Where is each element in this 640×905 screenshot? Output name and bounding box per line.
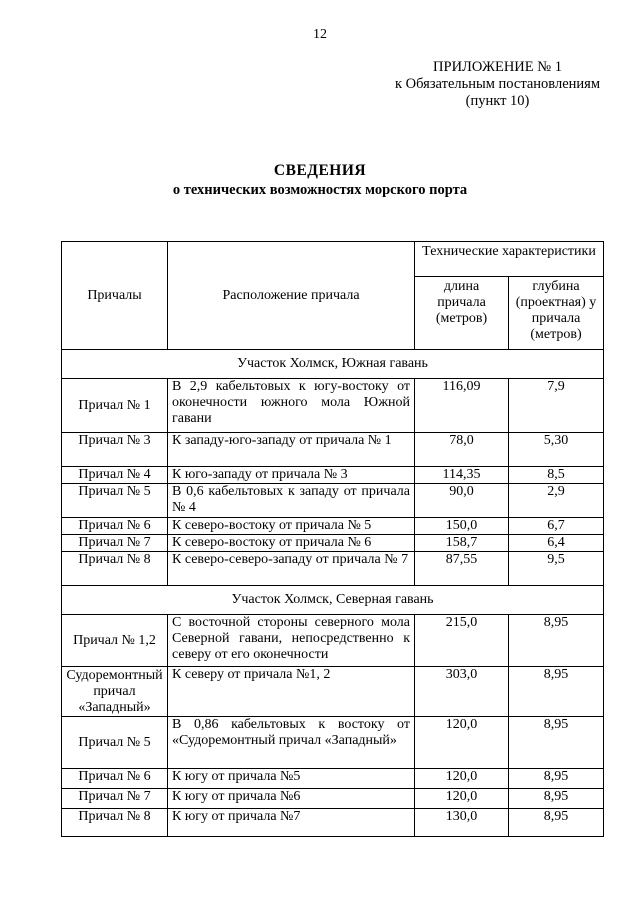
table-row (62, 789, 604, 809)
berth-location: К юго-западу от причала № 3 (168, 467, 415, 484)
document-heading (0, 162, 640, 199)
berth-length: 114,35 (415, 467, 509, 484)
berth-length: 120,0 (415, 789, 509, 809)
berth-depth: 8,95 (509, 789, 604, 809)
table-row (62, 769, 604, 789)
berth-depth: 6,4 (509, 535, 604, 552)
berth-location: К северо-северо-западу от причала № 7 (168, 552, 415, 586)
table-row (62, 615, 604, 667)
berths-table-body (62, 242, 604, 837)
appendix-clause: (пункт 10) (465, 93, 530, 109)
berths-table (61, 241, 604, 837)
berth-length: 90,0 (415, 484, 509, 518)
table-row (62, 552, 604, 586)
table-row (62, 809, 604, 837)
berth-length: 116,09 (415, 379, 509, 433)
berth-location: К югу от причала №6 (168, 789, 415, 809)
section-title: Участок Холмск, Южная гавань (62, 350, 604, 379)
berth-depth: 2,9 (509, 484, 604, 518)
berth-length: 130,0 (415, 809, 509, 837)
table-row (62, 518, 604, 535)
berth-depth: 7,9 (509, 379, 604, 433)
berth-name: Причал № 7 (62, 789, 168, 809)
table-row (62, 467, 604, 484)
berth-location: С восточной стороны северного мола Северной гавани, непосредственно к северу от его оконечности (168, 615, 415, 667)
berth-location: К югу от причала №7 (168, 809, 415, 837)
berth-name: Причал № 5 (62, 717, 168, 769)
berth-length: 78,0 (415, 433, 509, 467)
berth-length: 150,0 (415, 518, 509, 535)
berth-name: Причал № 4 (62, 467, 168, 484)
berth-name: Причал № 3 (62, 433, 168, 467)
header-location: Расположение причала (168, 242, 415, 350)
section-row (62, 350, 604, 379)
berth-location: К северо-востоку от причала № 5 (168, 518, 415, 535)
berth-depth: 8,5 (509, 467, 604, 484)
table-row (62, 433, 604, 467)
header-technical: Технические характеристики (415, 242, 604, 277)
berth-name: Причал № 6 (62, 518, 168, 535)
appendix-reference: к Обязательным постановлениям (395, 76, 600, 92)
header-length: длина причала (метров) (415, 277, 509, 350)
page-number: 12 (313, 27, 327, 42)
berth-name: Причал № 8 (62, 809, 168, 837)
table-row (62, 484, 604, 518)
berth-depth: 8,95 (509, 809, 604, 837)
berth-name: Причал № 7 (62, 535, 168, 552)
berth-location: К югу от причала №5 (168, 769, 415, 789)
berth-length: 120,0 (415, 717, 509, 769)
header-depth: глубина (проектная) у причала (метров) (509, 277, 604, 350)
berth-name: Причал № 5 (62, 484, 168, 518)
berth-depth: 9,5 (509, 552, 604, 586)
berth-name: Причал № 1 (62, 379, 168, 433)
appendix-title: ПРИЛОЖЕНИЕ № 1 (433, 59, 562, 75)
berth-location: В 2,9 кабельтовых к югу-востоку от оконечности южного мола Южной гавани (168, 379, 415, 433)
berth-location: К северо-востоку от причала № 6 (168, 535, 415, 552)
table-row (62, 535, 604, 552)
berth-location: К северу от причала №1, 2 (168, 667, 415, 717)
header-berths: Причалы (62, 242, 168, 350)
berth-depth: 8,95 (509, 667, 604, 717)
berth-depth: 8,95 (509, 769, 604, 789)
section-title: Участок Холмск, Северная гавань (62, 586, 604, 615)
document-title: СВЕДЕНИЯ (273, 162, 367, 179)
berth-name: Судоремонтный причал «Западный» (62, 667, 168, 717)
berth-name: Причал № 6 (62, 769, 168, 789)
berth-depth: 8,95 (509, 615, 604, 667)
berth-length: 158,7 (415, 535, 509, 552)
berth-length: 215,0 (415, 615, 509, 667)
document-subtitle: о технических возможностях морского порта (172, 182, 468, 198)
berth-location: В 0,6 кабельтовых к западу от причала № 4 (168, 484, 415, 518)
section-row (62, 586, 604, 615)
table-row (62, 717, 604, 769)
berth-location: К западу-юго-западу от причала № 1 (168, 433, 415, 467)
berth-depth: 8,95 (509, 717, 604, 769)
berth-location: В 0,86 кабельтовых к востоку от «Судоремонтный причал «Западный» (168, 717, 415, 769)
berth-name: Причал № 8 (62, 552, 168, 586)
table-row (62, 379, 604, 433)
appendix-block (395, 59, 600, 110)
berth-length: 120,0 (415, 769, 509, 789)
berth-depth: 5,30 (509, 433, 604, 467)
table-header-row (62, 242, 604, 277)
berth-length: 87,55 (415, 552, 509, 586)
berth-name: Причал № 1,2 (62, 615, 168, 667)
berth-depth: 6,7 (509, 518, 604, 535)
berth-length: 303,0 (415, 667, 509, 717)
table-row (62, 667, 604, 717)
